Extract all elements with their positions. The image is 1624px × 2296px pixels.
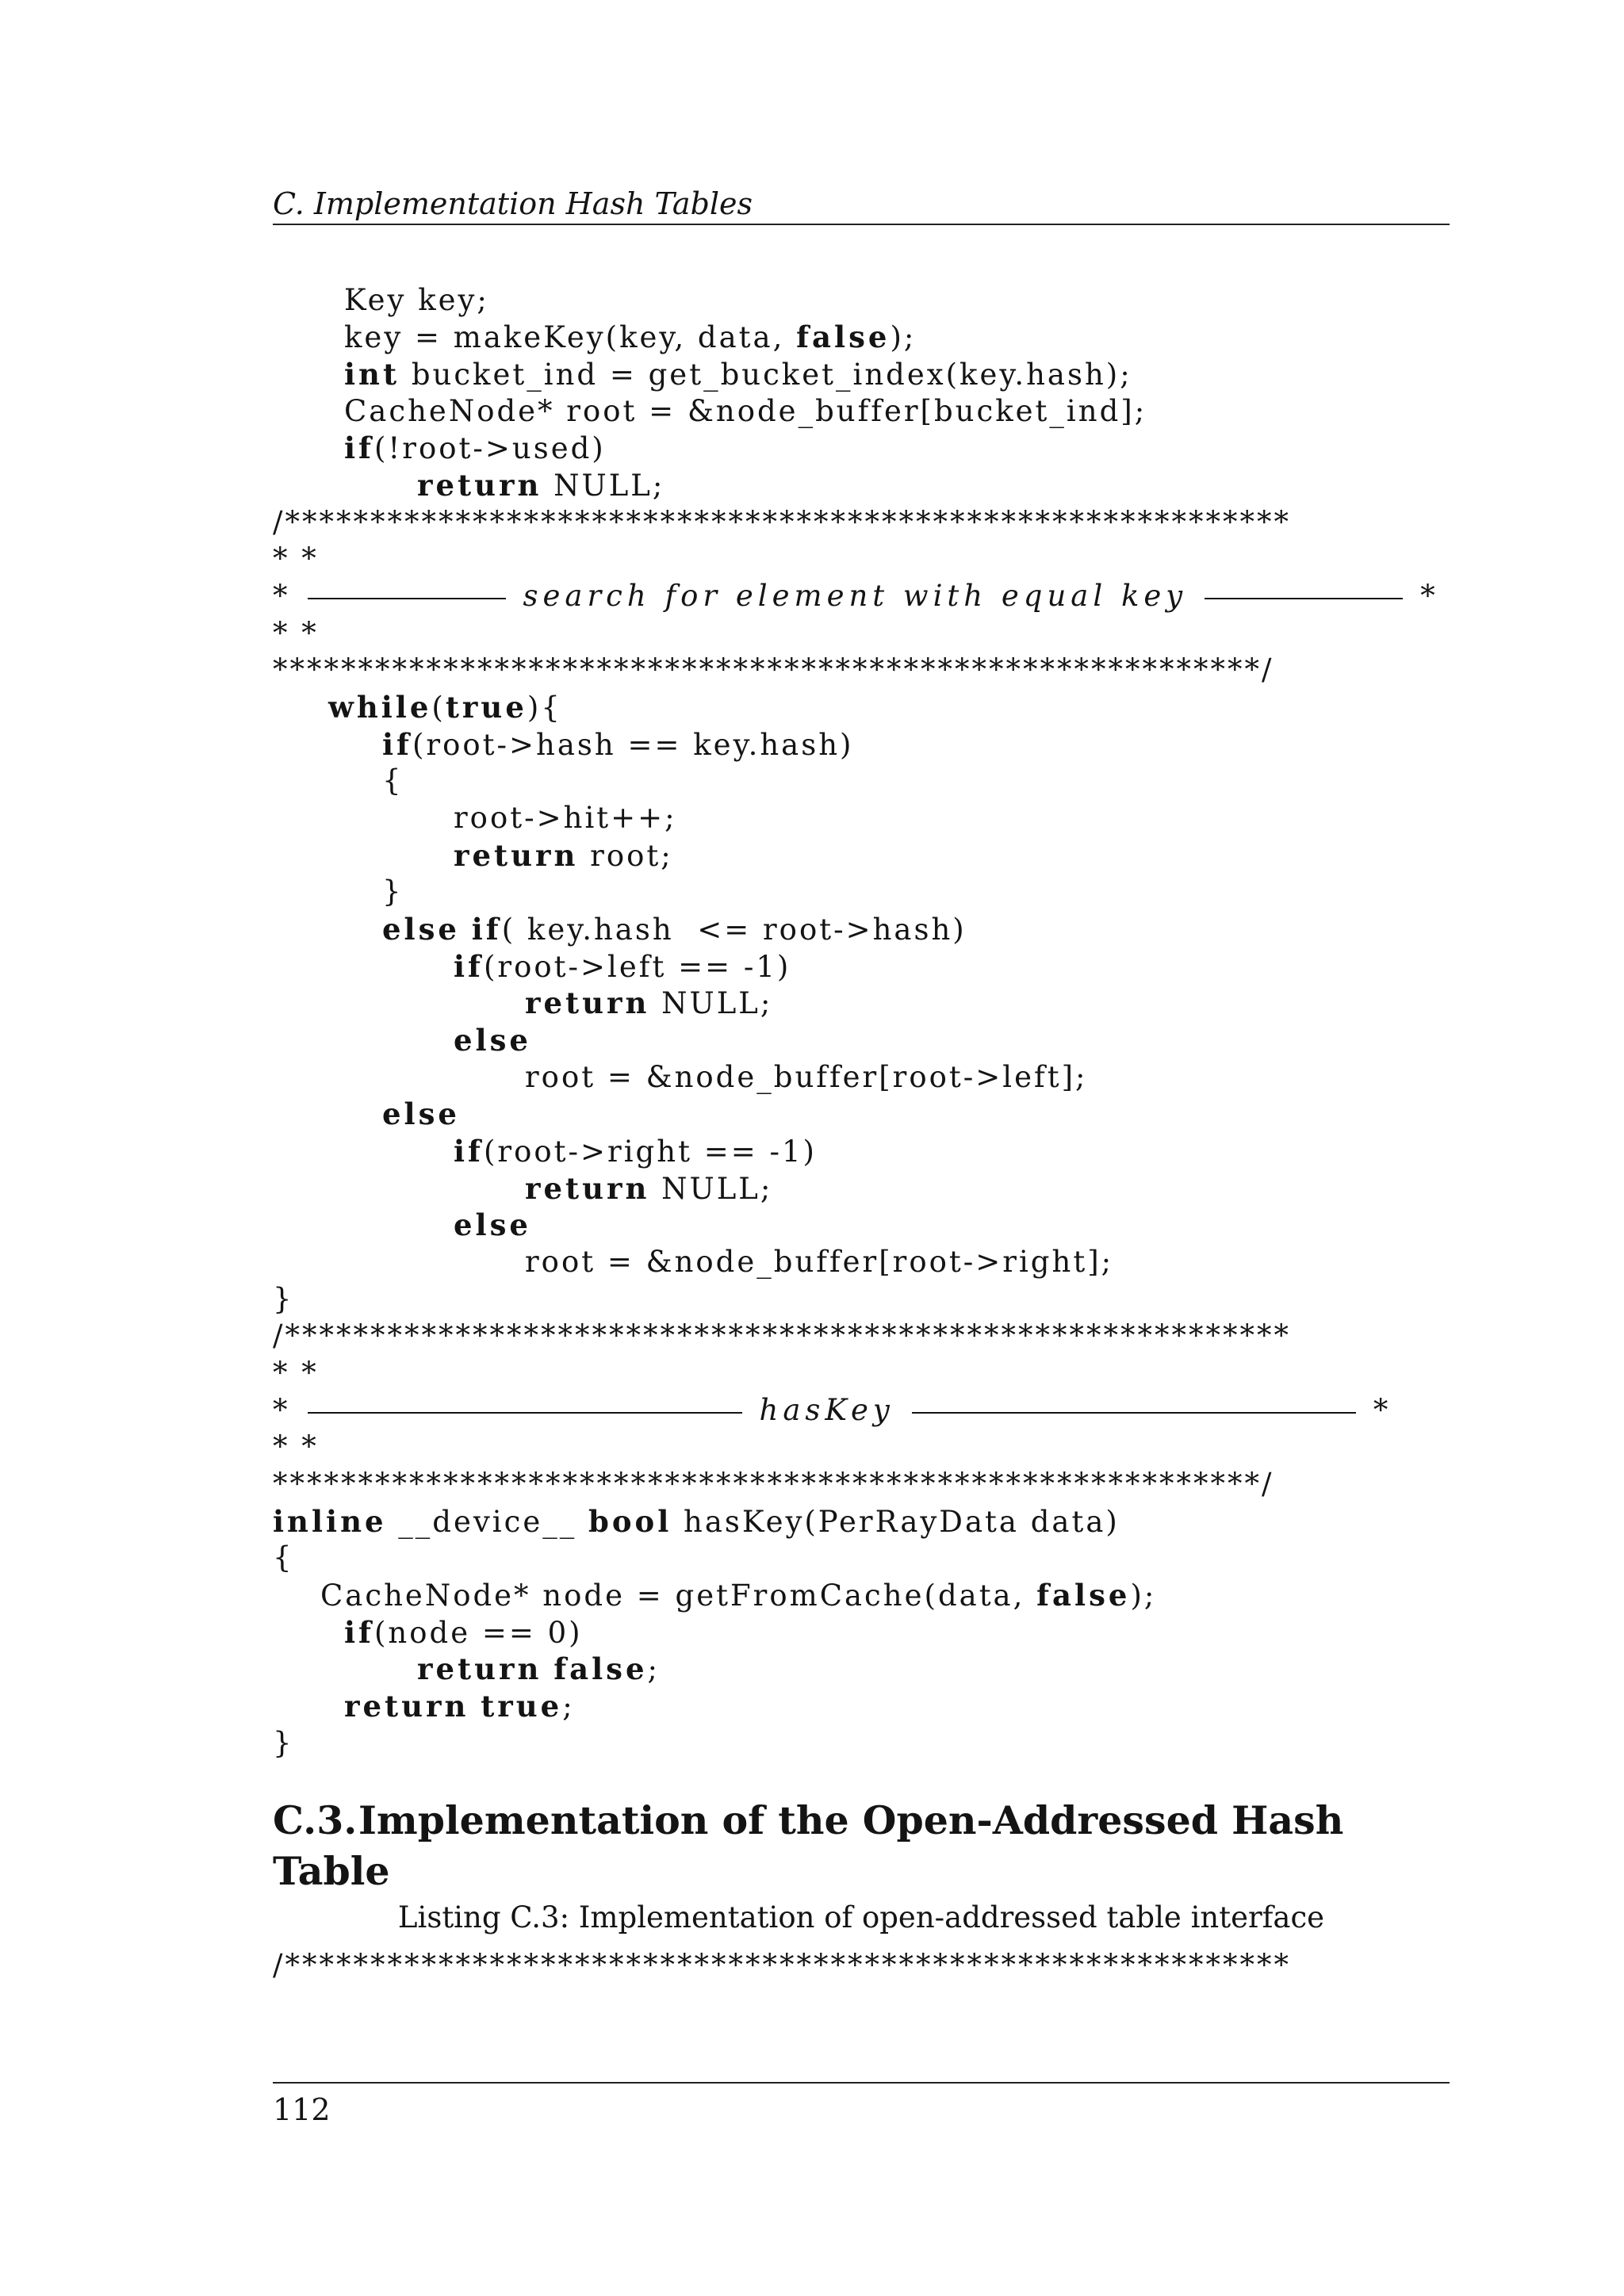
code-line-6: return NULL;: [417, 468, 665, 503]
running-head: C. Implementation Hash Tables: [273, 186, 753, 221]
code-line-4: CacheNode* root = &node_buffer[bucket_ind];: [344, 394, 1147, 428]
code-line-23: else: [382, 1096, 460, 1131]
code-line-24: if(root->right == -1): [454, 1134, 817, 1169]
section-title-text: Implementation of the Open-Addressed Hash Table: [273, 1797, 1344, 1894]
section-heading: [273, 1795, 1450, 1896]
footer-rule: [273, 2082, 1450, 2084]
code-line-34: inline __device__ bool hasKey(PerRayData data): [273, 1504, 1120, 1539]
code-line-1: Key key;: [344, 283, 489, 317]
code-line-27: root = &node_buffer[root->right];: [525, 1245, 1114, 1279]
code-line-16: return root;: [454, 838, 673, 873]
comment-stars-close-2: **********************************************************/: [273, 1467, 1274, 1501]
comment-stars-open-2: /***********************************************************: [273, 1318, 1291, 1353]
comment-banner-2: * hasKey *: [273, 1393, 1391, 1427]
code-line-37: if(node == 0): [344, 1615, 583, 1650]
code-line-14: {: [382, 763, 404, 798]
code-line-12: while(true){: [328, 690, 562, 725]
comment-stars-open-3: /***********************************************************: [273, 1948, 1291, 1982]
comment-star-pair-2b: * *: [273, 1429, 319, 1464]
comment-stars-close-1: **********************************************************/: [273, 652, 1274, 687]
header-rule: [273, 224, 1450, 225]
code-line-22: root = &node_buffer[root->left];: [525, 1060, 1088, 1094]
code-line-17: }: [382, 874, 404, 909]
code-line-36: CacheNode* node = getFromCache(data, false);: [320, 1578, 1157, 1613]
listing-caption: Listing C.3: Implementation of open-addressed table interface: [397, 1900, 1325, 1934]
code-line-19: if(root->left == -1): [454, 949, 791, 984]
code-line-3: int bucket_ind = get_bucket_index(key.hash);: [344, 357, 1132, 392]
code-line-38: return false;: [417, 1651, 660, 1686]
comment-star-pair-1b: * *: [273, 616, 319, 650]
comment-star-pair-2a: * *: [273, 1356, 319, 1390]
code-line-25: return NULL;: [525, 1171, 773, 1206]
code-line-28: }: [273, 1282, 294, 1316]
code-line-21: else: [454, 1023, 531, 1058]
comment-star-pair-1a: * *: [273, 541, 319, 576]
code-line-2: key = makeKey(key, data, false);: [344, 320, 917, 354]
code-line-39: return true;: [344, 1689, 575, 1724]
code-line-15: root->hit++;: [454, 801, 677, 835]
code-line-13: if(root->hash == key.hash): [382, 727, 854, 762]
code-line-20: return NULL;: [525, 985, 773, 1020]
code-line-18: else if( key.hash <= root->hash): [382, 912, 967, 947]
section-number: C.3.: [273, 1797, 358, 1843]
code-line-26: else: [454, 1207, 531, 1242]
page-number: 112: [273, 2092, 331, 2127]
code-line-40: }: [273, 1726, 294, 1760]
comment-stars-open-1: /***********************************************************: [273, 505, 1291, 539]
code-line-5: if(!root->used): [344, 430, 606, 465]
code-line-35: {: [273, 1540, 294, 1575]
comment-banner-1: * search for element with equal key *: [273, 579, 1438, 613]
